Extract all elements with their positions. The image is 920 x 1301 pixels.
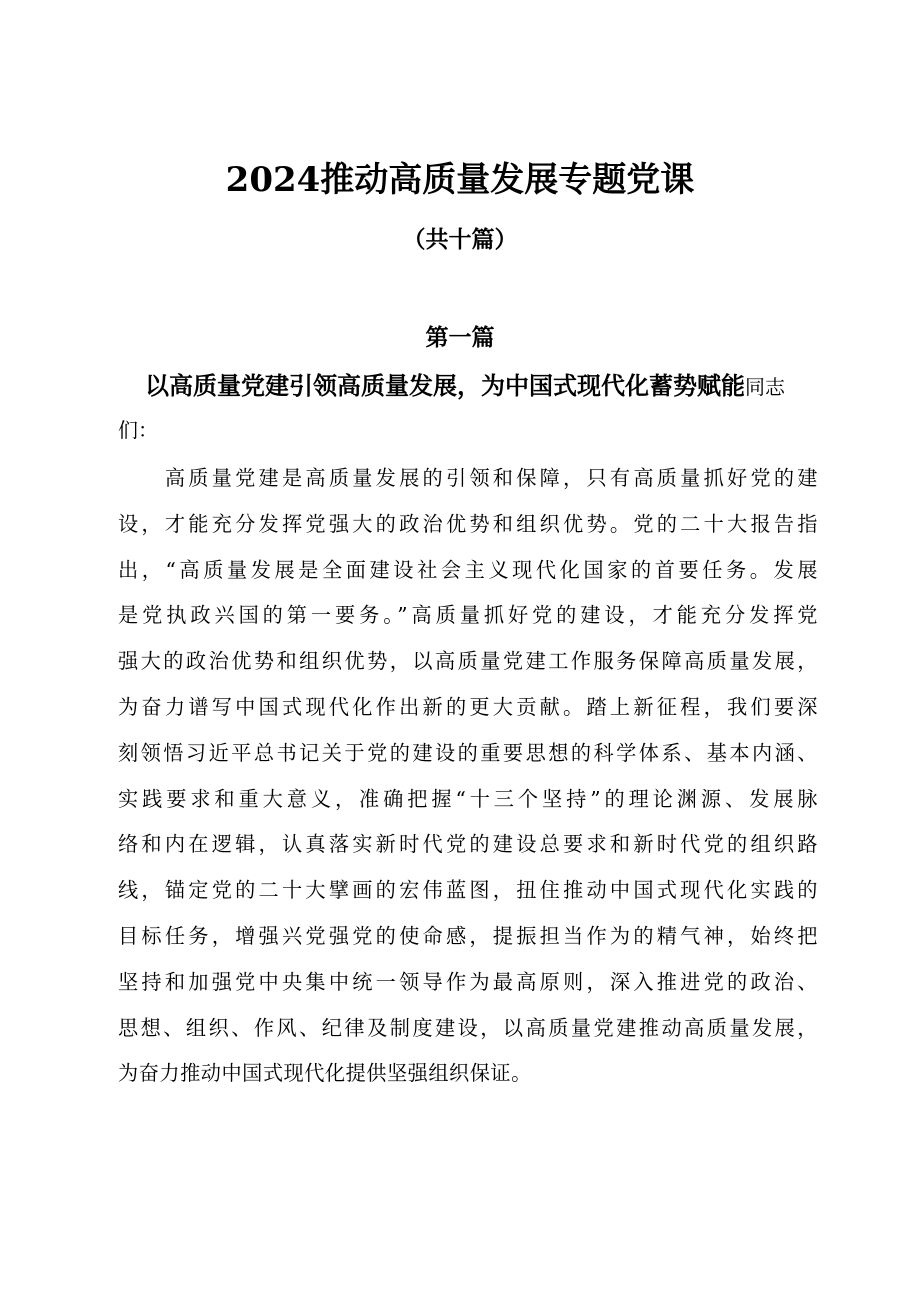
body-line: 实践要求和重大意义，准确把握“十三个坚持”的理论渊源、发展脉 [118, 786, 818, 811]
body-line: 为奋力推动中国式现代化提供坚强组织保证。 [118, 1061, 532, 1086]
body-line: 高质量党建是高质量发展的引领和保障，只有高质量抓好党的建 [118, 466, 818, 490]
body-line: 强大的政治优势和组织优势，以高质量党建工作服务保障高质量发展， [118, 649, 818, 674]
body-line: 为奋力谱写中国式现代化作出新的更大贡献。踏上新征程，我们要深 [118, 694, 818, 719]
document-title: 2024推动高质量发展专题党课 [225, 160, 695, 200]
body-line: 线，锚定党的二十大擘画的宏伟蓝图，扭住推动中国式现代化实践的 [118, 878, 818, 903]
body-line: 出，“高质量发展是全面建设社会主义现代化国家的首要任务。发展 [118, 557, 818, 582]
body-paragraph [118, 458, 818, 1099]
section-heading-line [145, 366, 845, 407]
body-line: 思想、组织、作风、纪律及制度建设，以高质量党建推动高质量发展， [118, 1015, 818, 1040]
salutation-start: 同志 [745, 375, 785, 399]
body-line: 是党执政兴国的第一要务。”高质量抓好党的建设，才能充分发挥党 [118, 603, 818, 628]
document-subtitle: （共十篇） [402, 227, 518, 253]
body-line: 刻领悟习近平总书记关于党的建设的重要思想的科学体系、基本内涵、 [118, 740, 818, 765]
body-line: 络和内在逻辑，认真落实新时代党的建设总要求和新时代党的组织路 [118, 832, 818, 857]
chapter-heading: 第一篇 [425, 325, 495, 351]
section-heading: 以高质量党建引领高质量发展，为中国式现代化蓄势赋能 [145, 372, 745, 400]
body-line: 坚持和加强党中央集中统一领导作为最高原则，深入推进党的政治、 [118, 969, 818, 994]
body-line: 设，才能充分发挥党强大的政治优势和组织优势。党的二十大报告指 [118, 511, 818, 536]
body-line: 目标任务，增强兴党强党的使命感，提振担当作为的精气神，始终把 [118, 923, 818, 948]
salutation-end: 们： [118, 418, 158, 442]
